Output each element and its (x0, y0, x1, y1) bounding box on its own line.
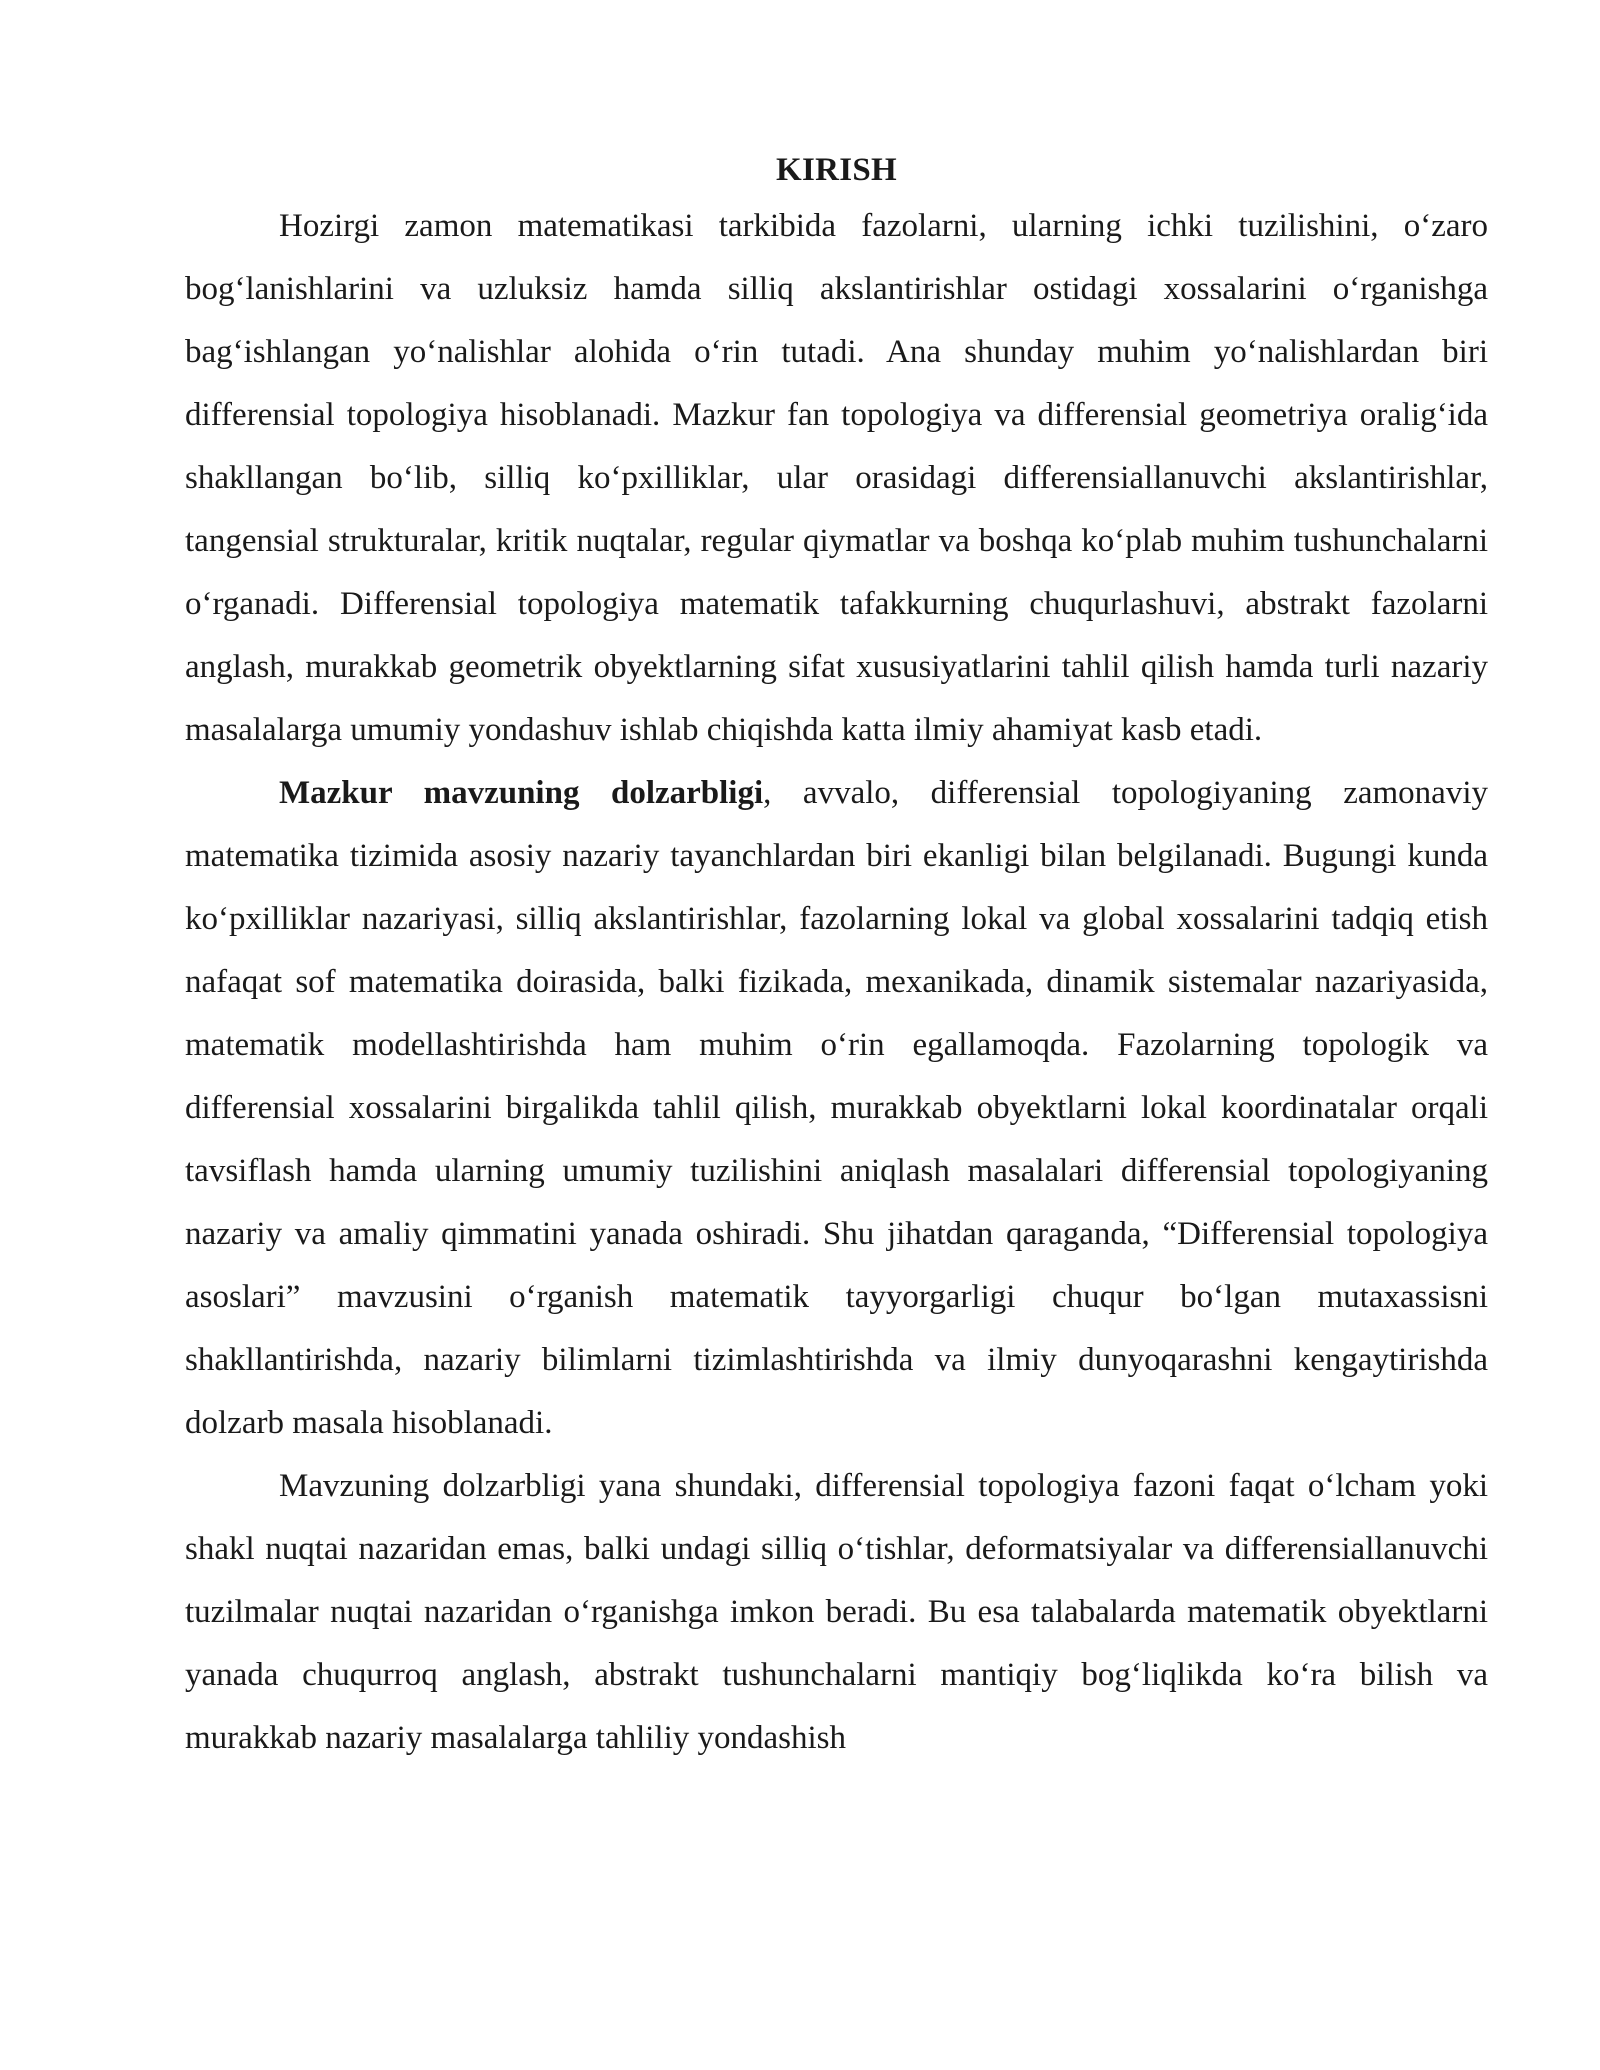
document-body (185, 145, 1488, 1770)
paragraph-relevance-continued (185, 1455, 1488, 1770)
paragraph-text: , avvalo, differensial topologiyaning zamonaviy matematika tizimida asosiy nazariy tayanchlardan biri ekanligi bilan belgilanadi. Bugungi kunda ko‘pxilliklar nazariyasi, silliq akslantirishlar, fazolarning lokal va global xossalarini tadqiq etish nafaqat sof matematika doirasida, balki fizikada, mexanikada, dinamik sistemalar nazariyasida, matematik modellashtirishda ham muhim o‘rin egallamoqda. Fazolarning topologik va differensial xossalarini birgalikda tahlil qilish, murakkab obyektlarni lokal koordinatalar orqali tavsiflash hamda ularning umumiy tuzilishini aniqlash masalalari differensial topologiyaning nazariy va amaliy qimmatini yanada oshiradi. Shu jihatdan qaraganda, “Differensial topologiya asoslari” mavzusini o‘rganish matematik tayyorgarligi chuqur bo‘lgan mutaxassisni shakllantirishda, nazariy bilimlarni tizimlashtirishda va ilmiy dunyoqarashni kengaytirishda dolzarb masala hisoblanadi. (185, 775, 1488, 1441)
paragraph-intro (185, 195, 1488, 762)
page-title: KIRISH (775, 152, 897, 188)
paragraph-text: Hozirgi zamon matematikasi tarkibida fazolarni, ularning ichki tuzilishini, o‘zaro bog‘lanishlarini va uzluksiz hamda silliq akslantirishlar ostidagi xossalarini o‘rganishga bag‘ishlangan yo‘nalishlar alohida o‘rin tutadi. Ana shunday muhim yo‘nalishlardan biri differensial topologiya hisoblanadi. Mazkur fan topologiya va differensial geometriya oralig‘ida shakllangan bo‘lib, silliq ko‘pxilliklar, ular orasidagi differensiallanuvchi akslantirishlar, tangensial strukturalar, kritik nuqtalar, regular qiymatlar va boshqa ko‘plab muhim tushunchalarni o‘rganadi. Differensial topologiya matematik tafakkurning chuqurlashuvi, abstrakt fazolarni anglash, murakkab geometrik obyektlarning sifat xususiyatlarini tahlil qilish hamda turli nazariy masalalarga umumiy yondashuv ishlab chiqishda katta ilmiy ahamiyat kasb etadi. (185, 208, 1488, 748)
paragraph-relevance (185, 762, 1488, 1455)
paragraph-text: Mavzuning dolzarbligi yana shundaki, differensial topologiya fazoni faqat o‘lcham yoki shakl nuqtai nazaridan emas, balki undagi silliq o‘tishlar, deformatsiyalar va differensiallanuvchi tuzilmalar nuqtai nazaridan o‘rganishga imkon beradi. Bu esa talabalarda matematik obyektlarni yanada chuqurroq anglash, abstrakt tushunchalarni mantiqiy bog‘liqlikda ko‘ra bilish va murakkab nazariy masalalarga tahliliy yondashish (185, 1468, 1488, 1756)
paragraph-lead-bold: Mazkur mavzuning dolzarbligi (279, 775, 764, 811)
